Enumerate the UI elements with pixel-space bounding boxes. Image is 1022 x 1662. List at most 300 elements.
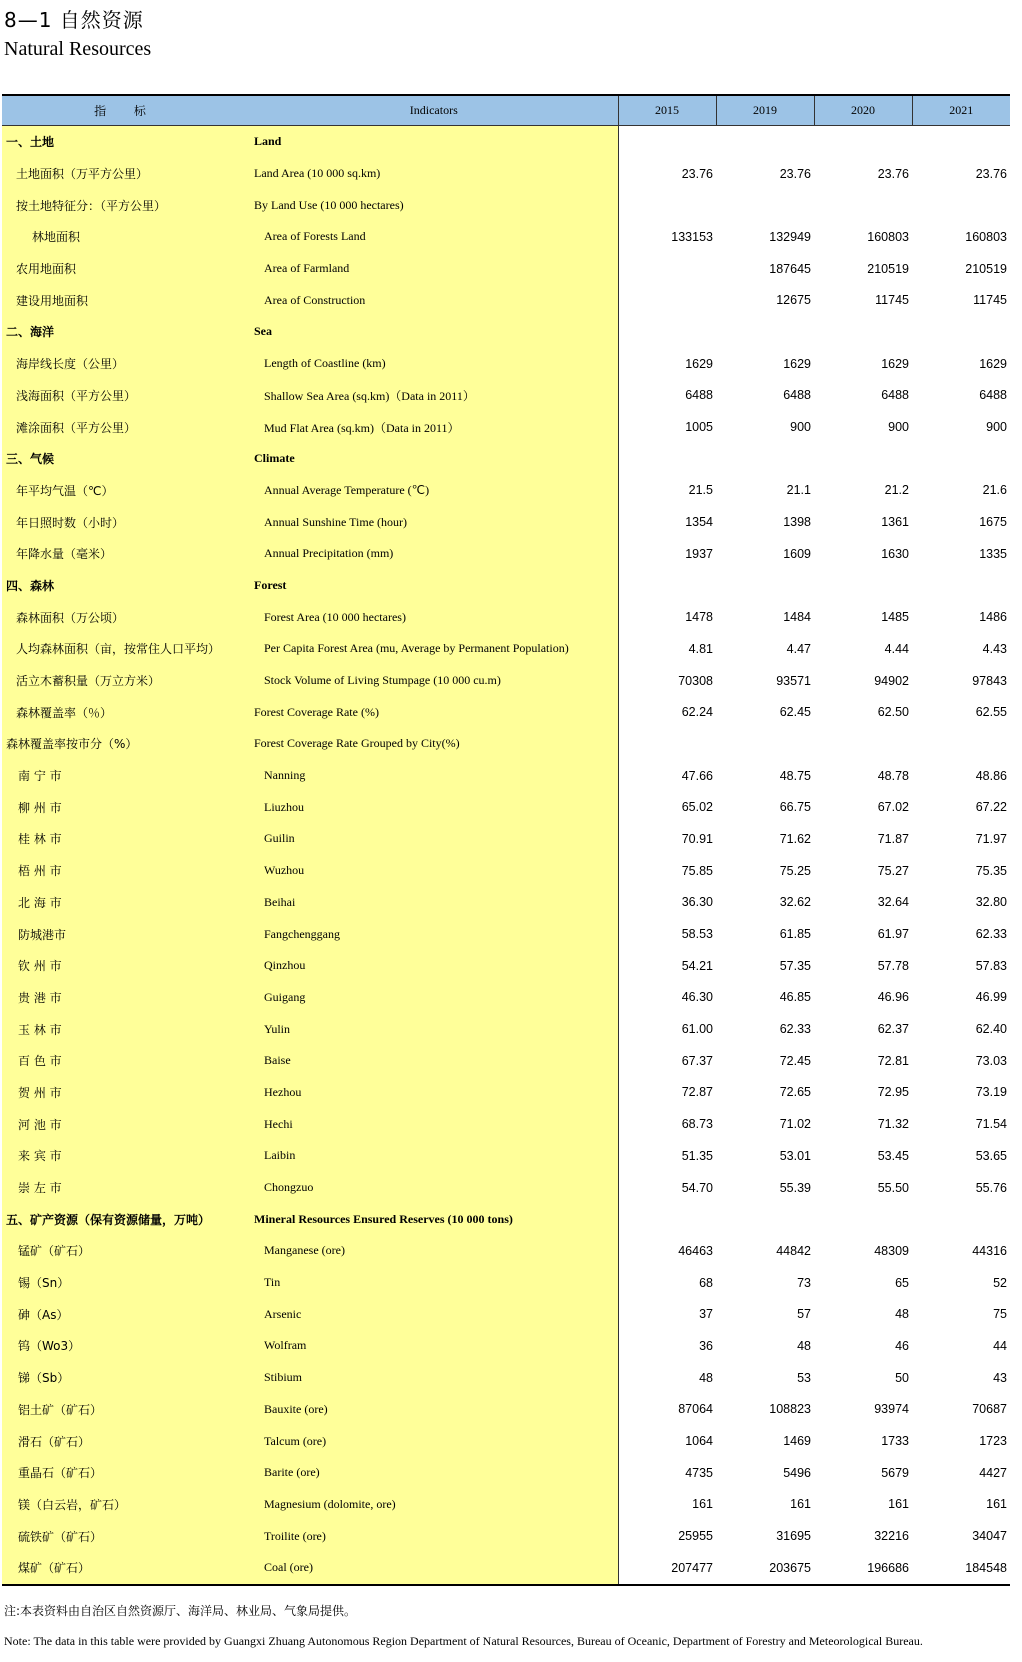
value-cell-2015: 21.5 [618, 475, 716, 507]
value-cell-2015: 1064 [618, 1425, 716, 1457]
section-row [2, 570, 1010, 602]
value-cell-2019: 46.85 [779, 990, 811, 1005]
value-cell-2021: 71.97 [975, 831, 1007, 846]
note-en: Note: The data in this table were provided by Guangxi Zhuang Autonomous Region Department of Natural Resources, Bureau of Oceanic, Department of Forestry and Meteorological Bureau. [4, 1634, 923, 1648]
value-cell-2015: 1005 [618, 411, 716, 443]
indicator-cn-cell: 一、土地 [2, 126, 250, 158]
table-row [2, 1045, 1010, 1077]
table-row [2, 1108, 1010, 1140]
indicator-cn-cell: 桂 林 市 [2, 823, 250, 855]
indicator-cn-cell: 按土地特征分：（平方公里） [2, 189, 250, 221]
table-row [2, 475, 1010, 507]
value-cell-2020 [814, 126, 912, 158]
value-cell-2021: 44316 [972, 1243, 1007, 1258]
value-cell-2019: 71.62 [779, 831, 811, 846]
table-row [2, 1298, 1010, 1330]
indicator-cn-cell: 林地面积 [2, 221, 250, 253]
table-row [2, 1425, 1010, 1457]
value-cell-2015: 36 [618, 1330, 716, 1362]
table-row [2, 348, 1010, 380]
value-cell-2019: 5496 [783, 1465, 811, 1480]
value-cell-2019: 53.01 [779, 1148, 811, 1163]
value-cell-2021: 900 [986, 420, 1007, 435]
indicator-en-cell: Wolfram [250, 1330, 618, 1362]
value-cell-2019: 93571 [776, 673, 811, 688]
value-cell-2019: 108823 [769, 1402, 811, 1417]
value-cell-2021: 73.03 [975, 1053, 1007, 1068]
value-cell-2021 [912, 316, 1010, 348]
indicator-en-cell: Coal (ore) [250, 1552, 618, 1585]
value-cell-2020 [814, 570, 912, 602]
indicator-en-cell: Wuzhou [250, 855, 618, 887]
value-cell-2015: 68 [618, 1267, 716, 1299]
table-row [2, 918, 1010, 950]
value-cell-2019: 1484 [783, 610, 811, 625]
indicator-en-cell: Length of Coastline (km) [250, 348, 618, 380]
indicator-en-cell: Hechi [250, 1108, 618, 1140]
value-cell-2015: 54.21 [618, 950, 716, 982]
value-cell-2015: 133153 [618, 221, 716, 253]
section-row [2, 443, 1010, 475]
indicator-en-cell: Shallow Sea Area (sq.km)（Data in 2011） [250, 380, 618, 412]
indicator-en-cell: Mineral Resources Ensured Reserves (10 000 tons) [250, 1203, 618, 1235]
value-cell-2019: 55.39 [779, 1180, 811, 1195]
value-cell-2015 [618, 443, 716, 475]
indicator-en-cell: Hezhou [250, 1077, 618, 1109]
value-cell-2020: 161 [888, 1497, 909, 1512]
value-cell-2021: 62.33 [975, 927, 1007, 942]
value-cell-2015: 1478 [618, 601, 716, 633]
value-cell-2020: 50 [895, 1370, 909, 1385]
table-body [2, 126, 1010, 1585]
indicator-cn-cell: 滩涂面积（平方公里） [2, 411, 250, 443]
value-cell-2015: 1629 [618, 348, 716, 380]
value-cell-2021: 46.99 [975, 990, 1007, 1005]
value-cell-2021: 71.54 [975, 1117, 1007, 1132]
value-cell-2019: 62.45 [779, 705, 811, 720]
header-year: 2020 [814, 95, 912, 126]
indicator-en-cell: Annual Sunshine Time (hour) [250, 506, 618, 538]
value-cell-2015: 161 [618, 1489, 716, 1521]
table-row [2, 1235, 1010, 1267]
value-cell-2020: 5679 [881, 1465, 909, 1480]
table-title-cn: 8—1 自然资源 [4, 8, 144, 32]
value-cell-2019: 1629 [783, 356, 811, 371]
table-row [2, 696, 1010, 728]
value-cell-2020: 71.32 [877, 1117, 909, 1132]
value-cell-2015 [618, 570, 716, 602]
value-cell-2021: 57.83 [975, 958, 1007, 973]
indicator-en-cell: Guigang [250, 982, 618, 1014]
value-cell-2021: 6488 [979, 388, 1007, 403]
value-cell-2020 [814, 728, 912, 760]
value-cell-2021: 67.22 [975, 800, 1007, 815]
value-cell-2015: 65.02 [618, 791, 716, 823]
indicator-cn-cell: 北 海 市 [2, 887, 250, 919]
value-cell-2019: 71.02 [779, 1117, 811, 1132]
value-cell-2019: 187645 [769, 261, 811, 276]
value-cell-2021: 210519 [965, 261, 1007, 276]
value-cell-2020: 71.87 [877, 831, 909, 846]
table-row [2, 633, 1010, 665]
natural-resources-table [2, 94, 1010, 1586]
value-cell-2015: 25955 [618, 1520, 716, 1552]
indicator-en-cell: Talcum (ore) [250, 1425, 618, 1457]
section-row [2, 1203, 1010, 1235]
indicator-cn-cell: 人均森林面积（亩，按常住人口平均） [2, 633, 250, 665]
indicator-en-cell: Chongzuo [250, 1172, 618, 1204]
value-cell-2021: 23.76 [975, 166, 1007, 181]
value-cell-2020: 48.78 [877, 768, 909, 783]
indicator-cn-cell: 滑石（矿石） [2, 1425, 250, 1457]
value-cell-2019: 21.1 [786, 483, 811, 498]
value-cell-2021: 4427 [979, 1465, 1007, 1480]
value-cell-2019: 4.47 [786, 641, 811, 656]
indicator-cn-cell: 年降水量（毫米） [2, 538, 250, 570]
value-cell-2020: 11745 [875, 293, 909, 308]
table-row [2, 1457, 1010, 1489]
value-cell-2021: 75 [993, 1307, 1007, 1322]
table-row [2, 1330, 1010, 1362]
value-cell-2015 [618, 126, 716, 158]
value-cell-2021: 48.86 [975, 768, 1007, 783]
header-year: 2019 [716, 95, 814, 126]
value-cell-2019: 31695 [776, 1529, 811, 1544]
indicator-en-cell: Nanning [250, 760, 618, 792]
indicator-en-cell: Sea [250, 316, 618, 348]
indicator-cn-cell: 建设用地面积 [2, 284, 250, 316]
indicator-cn-cell: 百 色 市 [2, 1045, 250, 1077]
indicator-en-cell: Climate [250, 443, 618, 475]
table-row [2, 1267, 1010, 1299]
indicator-en-cell: Forest Area (10 000 hectares) [250, 601, 618, 633]
value-cell-2020: 196686 [867, 1560, 909, 1575]
indicator-cn-cell: 柳 州 市 [2, 791, 250, 823]
value-cell-2020: 62.37 [877, 1022, 909, 1037]
indicator-en-cell: Guilin [250, 823, 618, 855]
indicator-en-cell: Manganese (ore) [250, 1235, 618, 1267]
indicator-en-cell: Magnesium (dolomite, ore) [250, 1489, 618, 1521]
indicator-cn-cell: 铝土矿（矿石） [2, 1394, 250, 1426]
value-cell-2020: 62.50 [877, 705, 909, 720]
table-row [2, 1013, 1010, 1045]
value-cell-2021: 161 [986, 1497, 1007, 1512]
indicator-cn-cell: 锰矿（矿石） [2, 1235, 250, 1267]
value-cell-2019: 48 [797, 1338, 811, 1353]
table-row [2, 1140, 1010, 1172]
value-cell-2015: 75.85 [618, 855, 716, 887]
value-cell-2019: 6488 [783, 388, 811, 403]
value-cell-2021 [912, 189, 1010, 221]
value-cell-2020: 94902 [874, 673, 909, 688]
value-cell-2021: 62.40 [975, 1022, 1007, 1037]
value-cell-2020: 210519 [867, 261, 909, 276]
value-cell-2020: 900 [888, 420, 909, 435]
indicator-en-cell: Forest Coverage Rate (%) [250, 696, 618, 728]
value-cell-2019 [716, 728, 814, 760]
value-cell-2021 [912, 1203, 1010, 1235]
header-year: 2021 [912, 95, 1010, 126]
section-row [2, 126, 1010, 158]
value-cell-2020: 6488 [881, 388, 909, 403]
value-cell-2020: 67.02 [877, 800, 909, 815]
value-cell-2020: 32216 [874, 1529, 909, 1544]
indicator-en-cell: Per Capita Forest Area (mu, Average by Permanent Population) [250, 633, 618, 665]
value-cell-2020: 75.27 [877, 863, 909, 878]
table-row [2, 1394, 1010, 1426]
table-row [2, 1077, 1010, 1109]
value-cell-2021: 73.19 [975, 1085, 1007, 1100]
value-cell-2015 [618, 316, 716, 348]
value-cell-2019: 132949 [769, 229, 811, 244]
value-cell-2020: 1629 [881, 356, 909, 371]
indicator-cn-cell: 崇 左 市 [2, 1172, 250, 1204]
indicator-en-cell: Fangchenggang [250, 918, 618, 950]
indicator-cn-cell: 贵 港 市 [2, 982, 250, 1014]
indicator-en-cell: Troilite (ore) [250, 1520, 618, 1552]
value-cell-2019: 66.75 [779, 800, 811, 815]
value-cell-2020: 160803 [867, 229, 909, 244]
indicator-en-cell: Area of Farmland [250, 253, 618, 285]
indicator-en-cell: Bauxite (ore) [250, 1394, 618, 1426]
value-cell-2019: 72.45 [779, 1053, 811, 1068]
value-cell-2015: 23.76 [618, 158, 716, 190]
indicator-cn-cell: 二、海洋 [2, 316, 250, 348]
header-indicator-cn: 指 标 [2, 95, 250, 126]
table-row [2, 1172, 1010, 1204]
value-cell-2021: 55.76 [975, 1180, 1007, 1195]
value-cell-2019: 73 [797, 1275, 811, 1290]
indicator-cn-cell: 来 宾 市 [2, 1140, 250, 1172]
value-cell-2020: 32.64 [877, 895, 909, 910]
value-cell-2019: 75.25 [779, 863, 811, 878]
value-cell-2015: 62.24 [618, 696, 716, 728]
value-cell-2019: 57.35 [779, 958, 811, 973]
table-row [2, 380, 1010, 412]
value-cell-2019: 44842 [776, 1243, 811, 1258]
value-cell-2019 [716, 189, 814, 221]
indicator-en-cell: Barite (ore) [250, 1457, 618, 1489]
value-cell-2020 [814, 316, 912, 348]
indicator-cn-cell: 钨（Wo3） [2, 1330, 250, 1362]
value-cell-2019: 61.85 [779, 927, 811, 942]
indicator-cn-cell: 防城港市 [2, 918, 250, 950]
value-cell-2015: 58.53 [618, 918, 716, 950]
value-cell-2019 [716, 316, 814, 348]
value-cell-2020: 1630 [881, 546, 909, 561]
value-cell-2020: 1361 [881, 515, 909, 530]
value-cell-2019: 161 [790, 1497, 811, 1512]
value-cell-2015: 72.87 [618, 1077, 716, 1109]
indicator-en-cell: Qinzhou [250, 950, 618, 982]
table-row [2, 158, 1010, 190]
value-cell-2020: 72.81 [877, 1053, 909, 1068]
value-cell-2015: 1354 [618, 506, 716, 538]
table-row [2, 950, 1010, 982]
value-cell-2020: 48309 [874, 1243, 909, 1258]
indicator-cn-cell: 五、矿产资源（保有资源储量，万吨） [2, 1203, 250, 1235]
value-cell-2015: 70308 [618, 665, 716, 697]
indicator-cn-cell: 海岸线长度（公里） [2, 348, 250, 380]
value-cell-2020: 4.44 [884, 641, 909, 656]
value-cell-2020: 55.50 [877, 1180, 909, 1195]
indicator-cn-cell: 玉 林 市 [2, 1013, 250, 1045]
value-cell-2021: 70687 [972, 1402, 1007, 1417]
table-row [2, 189, 1010, 221]
indicator-cn-cell: 镁（白云岩，矿石） [2, 1489, 250, 1521]
value-cell-2020: 48 [895, 1307, 909, 1322]
value-cell-2020: 23.76 [877, 166, 909, 181]
indicator-cn-cell: 年日照时数（小时） [2, 506, 250, 538]
value-cell-2021: 1675 [979, 515, 1007, 530]
value-cell-2021: 160803 [965, 229, 1007, 244]
value-cell-2020: 57.78 [877, 958, 909, 973]
value-cell-2020: 1733 [881, 1434, 909, 1449]
indicator-en-cell: Tin [250, 1267, 618, 1299]
value-cell-2015: 36.30 [618, 887, 716, 919]
indicator-en-cell: Stock Volume of Living Stumpage (10 000 cu.m) [250, 665, 618, 697]
indicator-en-cell: Liuzhou [250, 791, 618, 823]
value-cell-2015: 68.73 [618, 1108, 716, 1140]
indicator-cn-cell: 梧 州 市 [2, 855, 250, 887]
value-cell-2015: 87064 [618, 1394, 716, 1426]
table-row [2, 760, 1010, 792]
value-cell-2021: 11745 [973, 293, 1007, 308]
indicator-en-cell: Annual Precipitation (mm) [250, 538, 618, 570]
value-cell-2021 [912, 570, 1010, 602]
indicator-cn-cell: 年平均气温（℃） [2, 475, 250, 507]
value-cell-2020: 1485 [881, 610, 909, 625]
value-cell-2020: 21.2 [884, 483, 909, 498]
value-cell-2019 [716, 570, 814, 602]
note-cn: 注:本表资料由自治区自然资源厅、海洋局、林业局、气象局提供。 [4, 1604, 357, 1618]
table-title-en: Natural Resources [4, 38, 152, 60]
table-row [2, 1552, 1010, 1585]
value-cell-2021: 97843 [972, 673, 1007, 688]
value-cell-2021: 1486 [979, 610, 1007, 625]
indicator-cn-cell: 森林面积（万公顷） [2, 601, 250, 633]
value-cell-2019: 53 [797, 1370, 811, 1385]
value-cell-2015: 4.81 [618, 633, 716, 665]
indicator-en-cell: Arsenic [250, 1298, 618, 1330]
value-cell-2019: 1469 [783, 1434, 811, 1449]
indicator-en-cell: Land Area (10 000 sq.km) [250, 158, 618, 190]
indicator-en-cell: By Land Use (10 000 hectares) [250, 189, 618, 221]
indicator-cn-cell: 森林覆盖率（％） [2, 696, 250, 728]
value-cell-2019: 1609 [783, 546, 811, 561]
value-cell-2015: 51.35 [618, 1140, 716, 1172]
table-row [2, 982, 1010, 1014]
table-row [2, 855, 1010, 887]
value-cell-2020: 46 [895, 1338, 909, 1353]
table-row [2, 665, 1010, 697]
value-cell-2015: 67.37 [618, 1045, 716, 1077]
indicator-cn-cell: 煤矿（矿石） [2, 1552, 250, 1585]
indicator-en-cell: Area of Forests Land [250, 221, 618, 253]
section-row [2, 316, 1010, 348]
value-cell-2019: 900 [790, 420, 811, 435]
value-cell-2021: 4.43 [982, 641, 1007, 656]
table-row [2, 253, 1010, 285]
indicator-cn-cell: 农用地面积 [2, 253, 250, 285]
value-cell-2021: 1335 [979, 546, 1007, 561]
value-cell-2015 [618, 1203, 716, 1235]
table-row [2, 728, 1010, 760]
value-cell-2020 [814, 1203, 912, 1235]
value-cell-2021: 1629 [979, 356, 1007, 371]
value-cell-2021: 32.80 [975, 895, 1007, 910]
indicator-en-cell: Stibium [250, 1362, 618, 1394]
indicator-cn-cell: 三、气候 [2, 443, 250, 475]
table-row [2, 538, 1010, 570]
indicator-en-cell: Annual Average Temperature (℃) [250, 475, 618, 507]
value-cell-2021: 52 [993, 1275, 1007, 1290]
value-cell-2015: 4735 [618, 1457, 716, 1489]
value-cell-2015: 61.00 [618, 1013, 716, 1045]
table-row [2, 411, 1010, 443]
value-cell-2021: 44 [993, 1338, 1007, 1353]
value-cell-2021: 21.6 [982, 483, 1007, 498]
value-cell-2020: 61.97 [877, 927, 909, 942]
indicator-cn-cell: 森林覆盖率按市分（%） [2, 728, 250, 760]
value-cell-2021: 34047 [972, 1529, 1007, 1544]
value-cell-2019 [716, 126, 814, 158]
indicator-cn-cell: 土地面积（万平方公里） [2, 158, 250, 190]
indicator-cn-cell: 硫铁矿（矿石） [2, 1520, 250, 1552]
value-cell-2020 [814, 443, 912, 475]
value-cell-2021: 1723 [979, 1434, 1007, 1449]
indicator-cn-cell: 河 池 市 [2, 1108, 250, 1140]
indicator-en-cell: Area of Construction [250, 284, 618, 316]
table-row [2, 887, 1010, 919]
value-cell-2020: 53.45 [877, 1148, 909, 1163]
indicator-en-cell: Yulin [250, 1013, 618, 1045]
table-row [2, 791, 1010, 823]
value-cell-2015: 46.30 [618, 982, 716, 1014]
table-row [2, 823, 1010, 855]
table-row [2, 284, 1010, 316]
value-cell-2015 [618, 189, 716, 221]
value-cell-2021: 53.65 [975, 1148, 1007, 1163]
indicator-cn-cell: 浅海面积（平方公里） [2, 380, 250, 412]
indicator-en-cell: Beihai [250, 887, 618, 919]
value-cell-2015 [618, 728, 716, 760]
table-row [2, 1489, 1010, 1521]
indicator-en-cell: Mud Flat Area (sq.km)（Data in 2011） [250, 411, 618, 443]
value-cell-2019 [716, 443, 814, 475]
value-cell-2019: 23.76 [779, 166, 811, 181]
value-cell-2021 [912, 126, 1010, 158]
table-header-row [2, 95, 1010, 126]
indicator-en-cell: Forest [250, 570, 618, 602]
value-cell-2015: 54.70 [618, 1172, 716, 1204]
value-cell-2021: 43 [993, 1370, 1007, 1385]
value-cell-2019: 203675 [769, 1560, 811, 1575]
value-cell-2015: 46463 [618, 1235, 716, 1267]
indicator-cn-cell: 四、森林 [2, 570, 250, 602]
value-cell-2021: 184548 [965, 1560, 1007, 1575]
indicator-cn-cell: 砷（As） [2, 1298, 250, 1330]
value-cell-2015: 48 [618, 1362, 716, 1394]
header-indicator-en: Indicators [250, 95, 618, 126]
value-cell-2021 [912, 728, 1010, 760]
indicator-en-cell: Baise [250, 1045, 618, 1077]
value-cell-2015: 37 [618, 1298, 716, 1330]
indicator-en-cell: Land [250, 126, 618, 158]
value-cell-2019: 1398 [783, 515, 811, 530]
table-row [2, 601, 1010, 633]
indicator-en-cell: Laibin [250, 1140, 618, 1172]
